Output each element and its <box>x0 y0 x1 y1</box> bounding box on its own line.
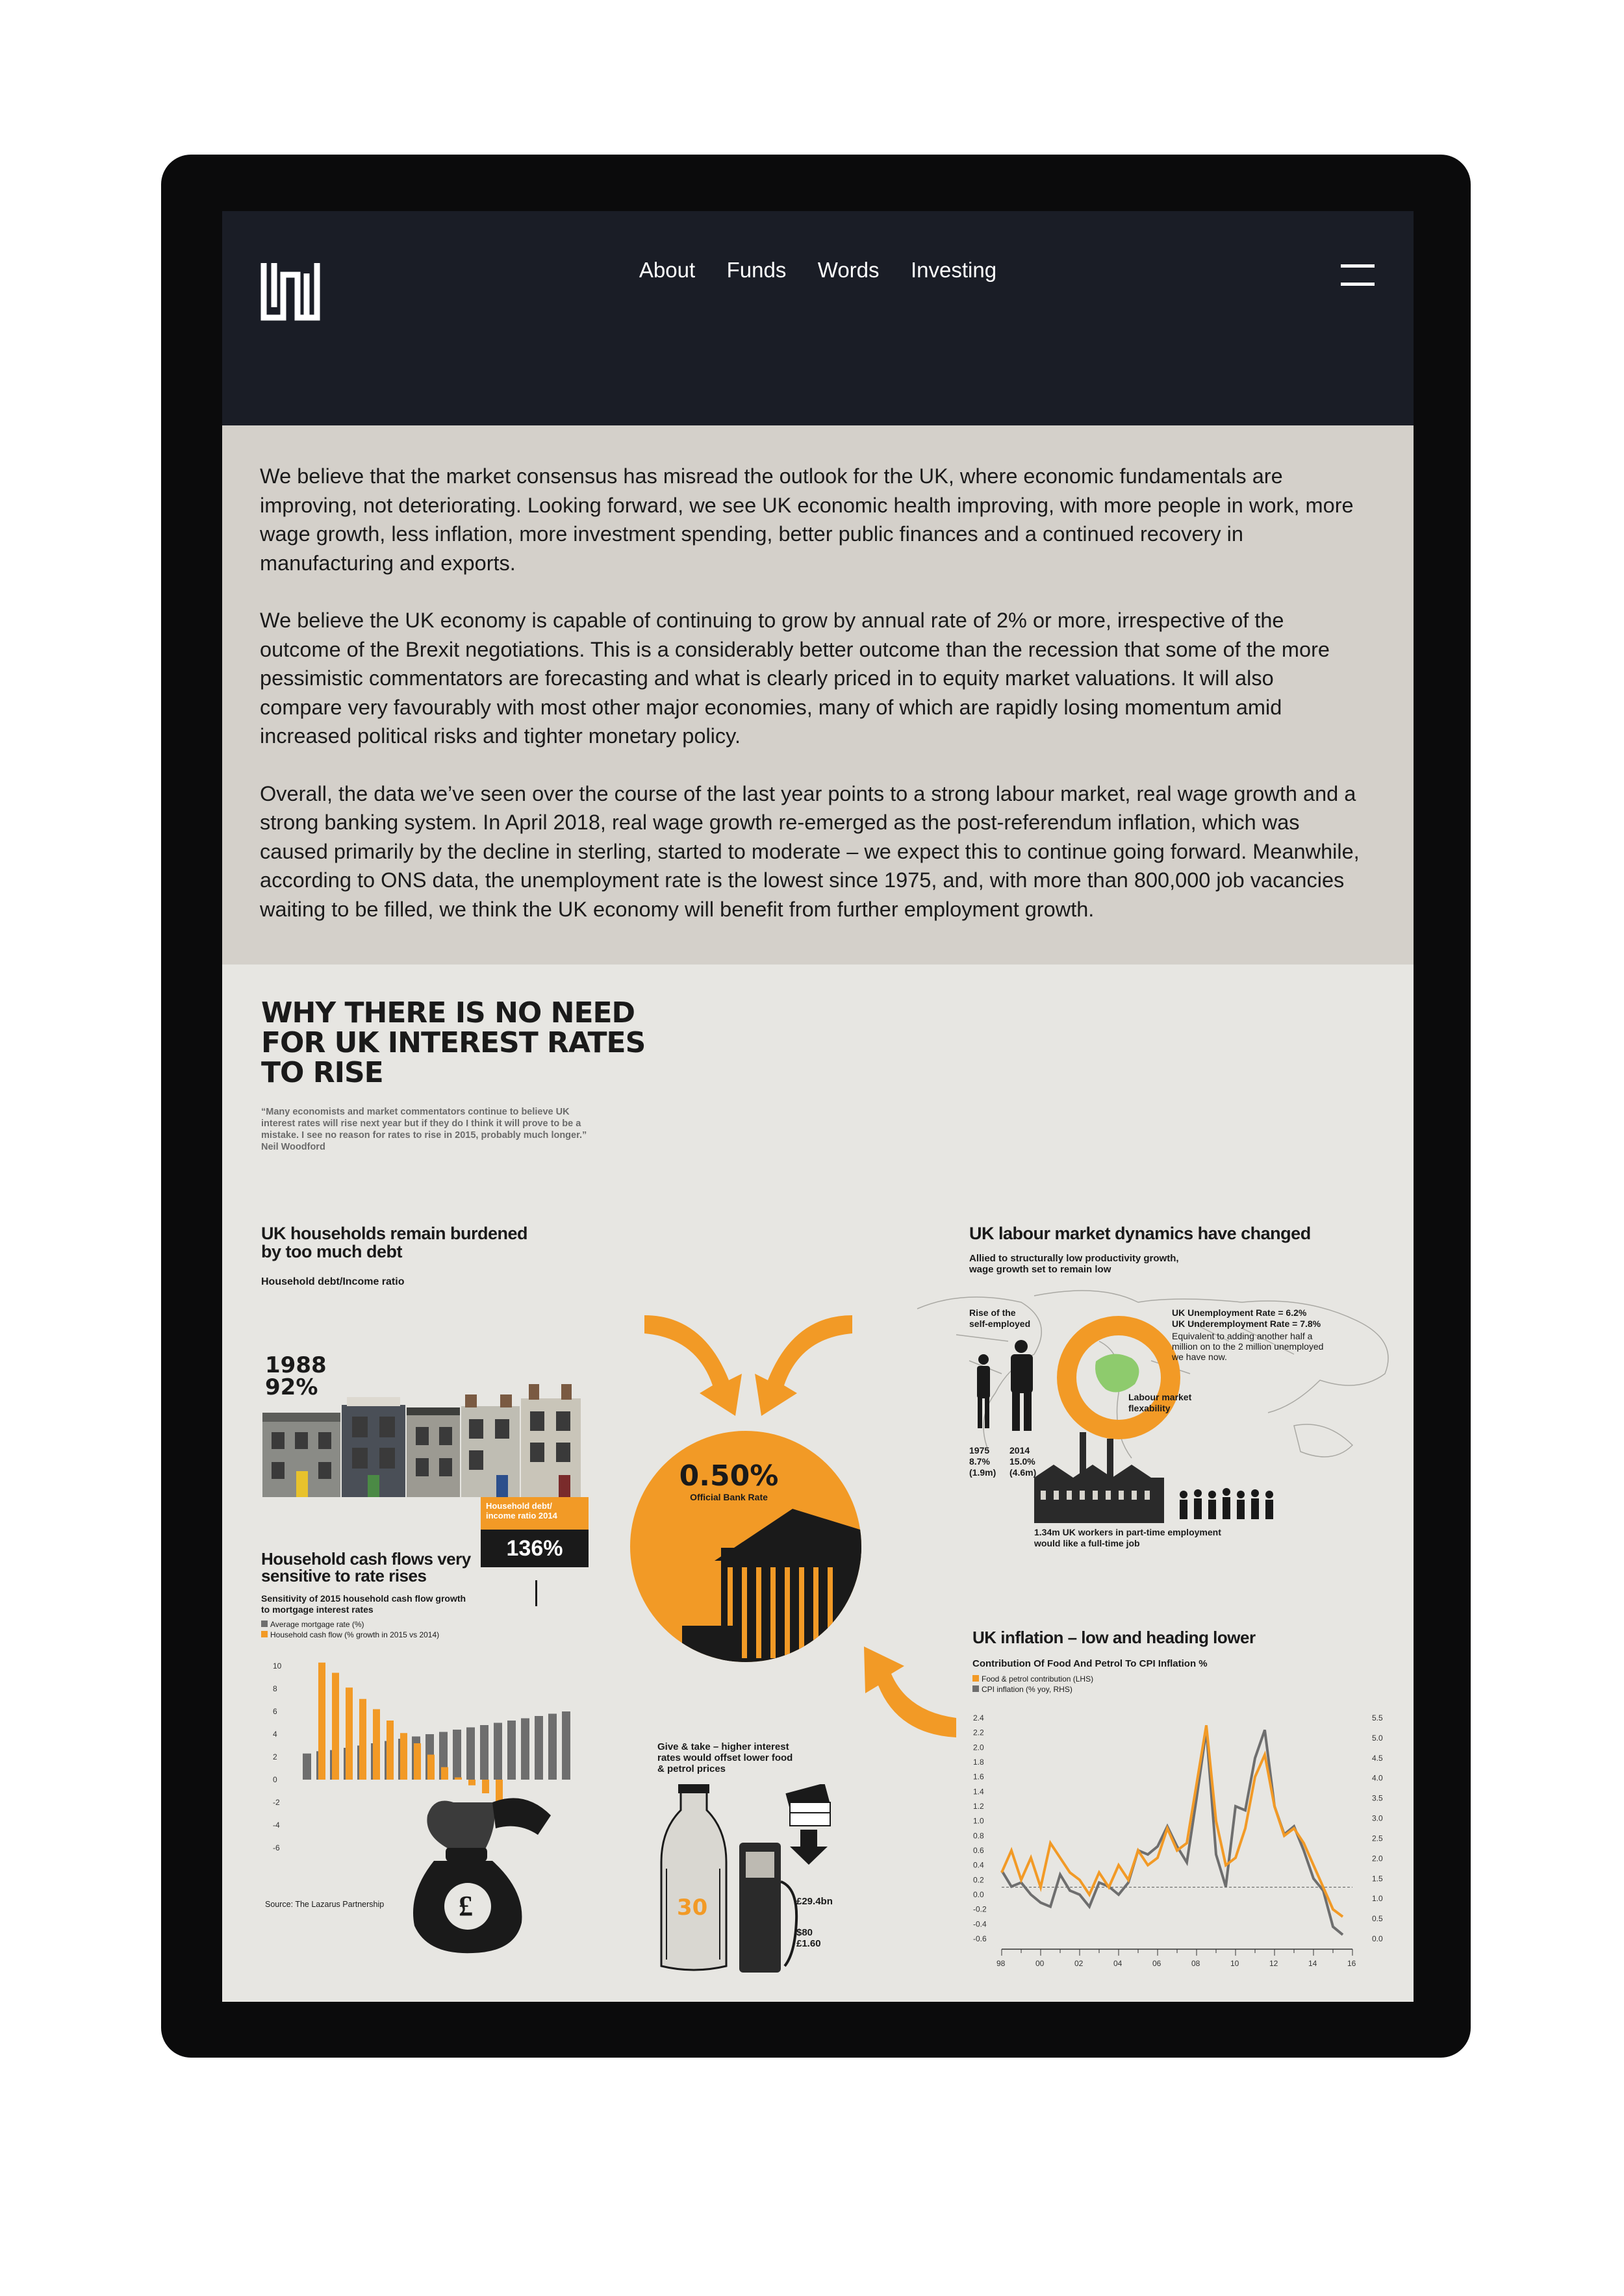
debt-badge-value: 136% <box>481 1530 589 1567</box>
y-right-tick-label: 5.0 <box>1372 1733 1383 1743</box>
y-right-tick-label: 0.0 <box>1372 1934 1383 1943</box>
x-tick-label: 14 <box>1308 1959 1317 1968</box>
cashflow-title: Household cash flows very sensitive to rate rises <box>261 1549 471 1585</box>
x-tick-label: 04 <box>1113 1959 1123 1968</box>
labour-subtitle: Allied to structurally low productivity growth, wage growth set to remain low <box>969 1253 1179 1275</box>
unemployment-label: UK Unemployment Rate = 6.2% UK Underemployment Rate = 7.8% <box>1172 1307 1321 1329</box>
y-left-tick-label: 0.2 <box>973 1875 984 1885</box>
svg-text:£: £ <box>459 1890 473 1922</box>
food-petrol-line <box>1002 1725 1343 1917</box>
y-tick-label: -6 <box>273 1843 280 1852</box>
quote: “Many economists and market commentators continue to believe UK interest rates will rise next year but if they do I think it will prove to be a mistake. I see no reason for rates to rise in 2015, probably much longer.” Neil Woodford <box>261 1107 587 1152</box>
cashflow-source: Source: The Lazarus Partnership <box>265 1900 385 1909</box>
mortgage-rate-bar <box>480 1725 488 1780</box>
cashflow-bar <box>332 1673 339 1780</box>
y-left-tick-label: 1.8 <box>973 1758 984 1767</box>
y-left-tick-label: 2.0 <box>973 1743 984 1752</box>
nav-link-about[interactable]: About <box>639 258 696 282</box>
inflation-title: UK inflation – low and heading lower <box>972 1628 1256 1647</box>
screen <box>222 211 1414 2002</box>
y-left-tick-label: 1.4 <box>973 1787 984 1797</box>
x-tick-label: 00 <box>1035 1959 1045 1968</box>
y-left-tick-label: 0.0 <box>973 1890 984 1899</box>
x-tick-label: 06 <box>1152 1959 1161 1968</box>
y-right-tick-label: 3.5 <box>1372 1793 1383 1803</box>
cashflow-subtitle: Sensitivity of 2015 household cash flow growth to mortgage interest rates <box>261 1593 466 1615</box>
y-tick-label: 0 <box>273 1775 277 1784</box>
milk-bottle-pump-illustration <box>655 1784 850 1979</box>
equivalent-label: Equivalent to adding another half a million on to the 2 million unemployed we have now. <box>1172 1331 1324 1362</box>
debt-badge: Household debt/ income ratio 2014 136% <box>481 1497 589 1567</box>
cashflow-bar <box>359 1699 366 1780</box>
infographic <box>222 965 1414 2002</box>
bank-rate-label: Official Bank Rate <box>690 1492 768 1502</box>
y-right-tick-label: 1.5 <box>1372 1874 1383 1884</box>
intro-section <box>222 425 1414 965</box>
mortgage-rate-bar <box>507 1721 516 1780</box>
mortgage-rate-bar <box>521 1719 529 1780</box>
y-left-tick-label: 1.6 <box>973 1772 984 1782</box>
cashflow-bar <box>387 1721 394 1780</box>
x-tick-label: 12 <box>1269 1959 1278 1968</box>
y-right-tick-label: 1.0 <box>1372 1894 1383 1904</box>
y-left-tick-label: 0.4 <box>973 1860 984 1870</box>
debt-title: UK households remain burdened by too much debt <box>261 1224 528 1261</box>
y-tick-label: 10 <box>273 1661 282 1671</box>
givetake-30: 30 <box>677 1895 708 1921</box>
arrow-icon <box>638 1302 859 1432</box>
labour-flex-label: Labour market flexability <box>1128 1392 1192 1413</box>
mortgage-rate-bar <box>548 1714 557 1780</box>
x-tick-label: 16 <box>1347 1959 1356 1968</box>
nav-link-funds[interactable]: Funds <box>726 258 787 282</box>
arrow-icon <box>846 1646 963 1744</box>
y-right-tick-label: 2.0 <box>1372 1854 1383 1863</box>
givetake-label: Give & take – higher interest rates would offset lower food & petrol prices <box>657 1741 793 1774</box>
houses-illustration <box>262 1367 587 1497</box>
y-tick-label: 2 <box>273 1752 277 1761</box>
self-employed-label: Rise of the self-employed <box>969 1307 1031 1329</box>
nav-link-investing[interactable]: Investing <box>910 258 997 282</box>
x-tick-label: 02 <box>1074 1959 1084 1968</box>
mortgage-rate-bar <box>466 1728 475 1780</box>
inflation-subtitle: Contribution Of Food And Petrol To CPI Inflation % <box>972 1658 1208 1669</box>
y-tick-label: 6 <box>273 1707 277 1716</box>
worker-silhouettes <box>969 1337 1047 1435</box>
x-tick-label: 10 <box>1230 1959 1239 1968</box>
y-tick-label: 8 <box>273 1684 277 1693</box>
y-right-tick-label: 4.0 <box>1372 1773 1383 1783</box>
y-right-tick-label: 2.5 <box>1372 1834 1383 1843</box>
infographic-title: WHY THERE IS NO NEED FOR UK INTEREST RATES TO RISE <box>261 996 646 1089</box>
mortgage-rate-bar <box>562 1711 570 1780</box>
stat-1975: 1975 8.7% (1.9m) <box>969 1445 996 1478</box>
badge-pole <box>535 1580 537 1606</box>
inflation-legend: Food & petrol contribution (LHS) CPI inflation (% yoy, RHS) <box>972 1674 1093 1695</box>
labour-title: UK labour market dynamics have changed <box>969 1224 1311 1243</box>
givetake-bn: £29.4bn <box>796 1896 833 1907</box>
cashflow-bar <box>400 1733 407 1780</box>
y-right-tick-label: 4.5 <box>1372 1753 1383 1763</box>
cashflow-bar <box>373 1709 380 1780</box>
cashflow-bar <box>346 1687 353 1780</box>
y-left-tick-label: -0.4 <box>973 1919 987 1929</box>
labour-ring <box>1054 1313 1184 1443</box>
cashflow-legend: Average mortgage rate (%) Household cash flow (% growth in 2015 vs 2014) <box>261 1619 439 1640</box>
debt-1988: 1988 92% <box>265 1352 327 1400</box>
y-left-tick-label: -0.6 <box>973 1934 987 1943</box>
mortgage-rate-bar <box>453 1730 461 1780</box>
money-bag-illustration <box>388 1776 557 1958</box>
y-left-tick-label: 2.4 <box>973 1713 984 1722</box>
cashflow-bar <box>318 1663 325 1780</box>
factory-illustration <box>1034 1432 1307 1523</box>
mortgage-rate-bar <box>535 1716 543 1780</box>
stat-2014: 2014 15.0% (4.6m) <box>1009 1445 1037 1478</box>
top-nav <box>222 211 1414 425</box>
y-left-tick-label: 2.2 <box>973 1728 984 1737</box>
y-left-tick-label: 1.2 <box>973 1802 984 1811</box>
y-right-tick-label: 5.5 <box>1372 1713 1383 1722</box>
cpi-inflation-line <box>1002 1730 1343 1935</box>
y-tick-label: 4 <box>273 1730 277 1739</box>
y-left-tick-label: 0.8 <box>973 1831 984 1841</box>
parttime-label: 1.34m UK workers in part-time employment would like a full-time job <box>1034 1527 1221 1548</box>
givetake-80: $80 £1.60 <box>796 1927 821 1949</box>
debt-subtitle: Household debt/Income ratio <box>261 1276 405 1287</box>
x-tick-label: 08 <box>1191 1959 1200 1968</box>
y-left-tick-label: 0.6 <box>973 1846 984 1855</box>
y-left-tick-label: -0.2 <box>973 1904 987 1914</box>
nav-link-words[interactable]: Words <box>817 258 880 282</box>
intro-paragraph: Overall, the data we’ve seen over the course of the last year points to a strong labour market, real wage growth and a strong banking system. In April 2018, real wage growth re-emerged as the post-referendum inflation, which was caused primarily by the decline in sterling, started to moderate – we expect this to continue going forward. Meanwhile, according to ONS data, the unemployment rate is the lowest since 1975, and, with more than 800,000 job vacancies waiting to be filled, we think the UK economy will benefit from further employment growth. <box>260 781 1360 921</box>
cashflow-bar <box>414 1743 421 1780</box>
y-right-tick-label: 3.0 <box>1372 1813 1383 1823</box>
mortgage-rate-bar <box>494 1723 502 1780</box>
y-right-tick-label: 0.5 <box>1372 1914 1383 1924</box>
hamburger-menu-icon[interactable] <box>1341 264 1375 289</box>
y-tick-label: -2 <box>273 1798 280 1807</box>
y-left-tick-label: 1.0 <box>973 1816 984 1826</box>
main-menu <box>222 258 1414 283</box>
x-tick-label: 98 <box>996 1959 1006 1968</box>
intro-paragraph: We believe the UK economy is capable of continuing to grow by annual rate of 2% or more, irrespective of the outcome of the Brexit negotiations. This is a considerably better outcome than the recession that some of the more pessimistic commentators are forecasting and what is clearly priced in to equity market valuations. It will also compare very favourably with most other major economies, many of which are rapidly losing momentum amid increased political risks and tighter monetary policy. <box>260 609 1330 748</box>
bank-rate-value: 0.50% <box>679 1459 779 1493</box>
y-tick-label: -4 <box>273 1821 280 1830</box>
intro-paragraph: We believe that the market consensus has misread the outlook for the UK, where economic fundamentals are improving, not deteriorating. Looking forward, we see UK economic health improving, with more people in work, more wage growth, less inflation, more investment spending, better public finances and a continued recovery in manufacturing and exports. <box>260 464 1354 575</box>
mortgage-rate-bar <box>303 1754 311 1780</box>
inflation-line-chart <box>956 1711 1398 1984</box>
